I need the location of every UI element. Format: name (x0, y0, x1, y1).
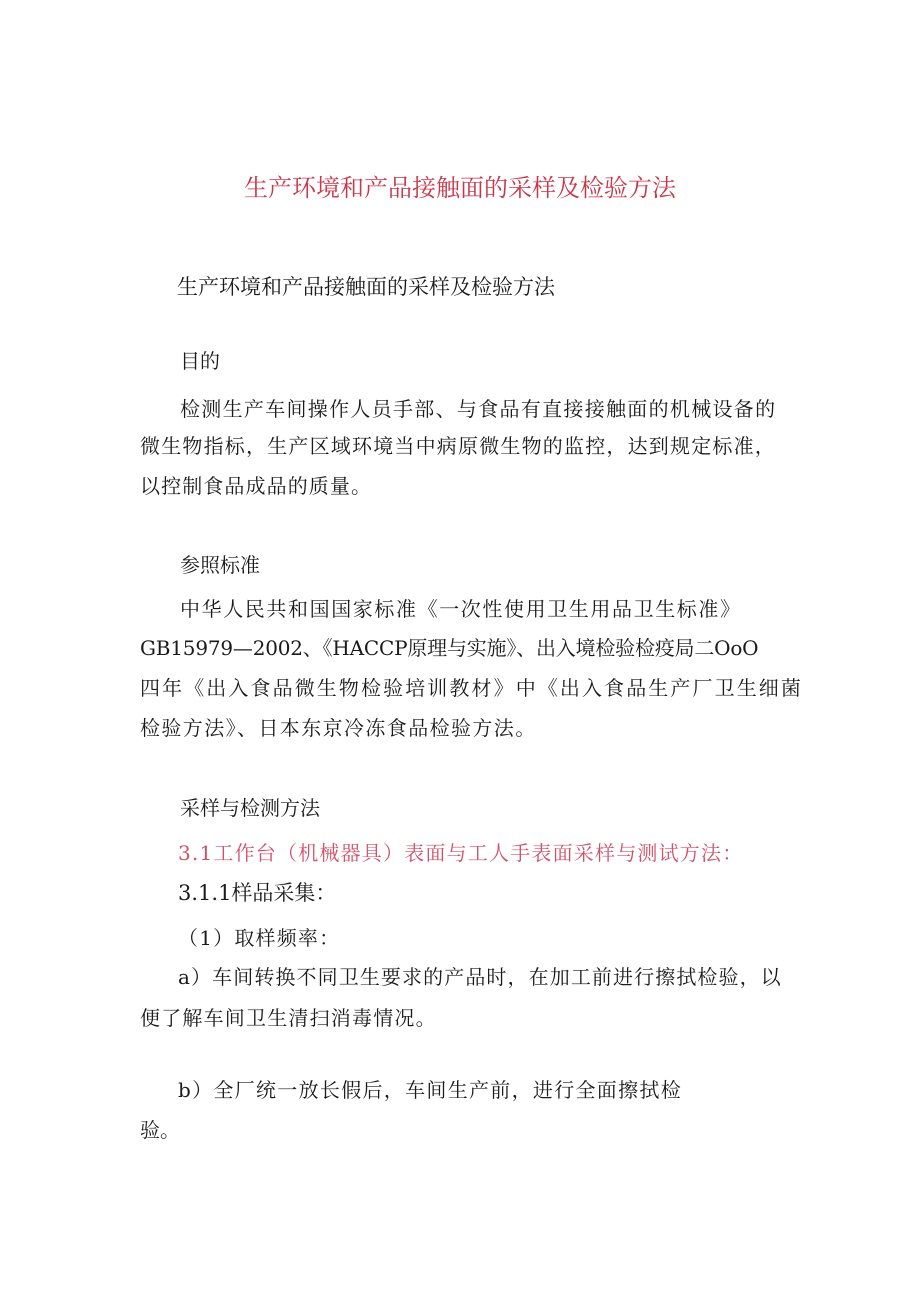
purpose-line-2: 微生物指标，生产区域环境当中病原微生物的监控，达到规定标准， (140, 434, 776, 458)
item-1-sampling-frequency: （1）取样频率： (178, 926, 341, 950)
purpose-line-1: 检测生产车间操作人员手部、与食品有直接接触面的机械设备的 (180, 397, 777, 421)
item-b-line-2: 验。 (140, 1118, 180, 1142)
reference-line-2: GB15979—2002、《HACCP原理与实施》、出入境检验检疫局二OoO (140, 636, 759, 660)
document-title: 生产环境和产品接触面的采样及检验方法 (244, 174, 676, 202)
item-a-line-1: a）车间转换不同卫生要求的产品时，在加工前进行擦拭检验，以 (178, 965, 782, 989)
item-b-line-1: b）全厂统一放长假后，车间生产前，进行全面擦拭检 (178, 1078, 683, 1102)
reference-line-1: 中华人民共和国国家标准《一次性使用卫生用品卫生标准》 (180, 597, 742, 621)
document-subtitle: 生产环境和产品接触面的采样及检验方法 (177, 275, 555, 299)
section-3-1-1-heading: 3.1.1样品采集： (178, 881, 337, 905)
reference-heading: 参照标准 (180, 553, 260, 577)
reference-line-3: 四年《出入食品微生物检验培训教材》中《出入食品生产厂卫生细菌 (140, 676, 803, 700)
item-a-line-2: 便了解车间卫生清扫消毒情况。 (140, 1006, 437, 1030)
purpose-line-3: 以控制食品成品的质量。 (140, 474, 373, 498)
method-heading: 采样与检测方法 (180, 796, 320, 820)
purpose-heading: 目的 (180, 349, 220, 373)
reference-line-4: 检验方法》、日本东京冷冻食品检验方法。 (140, 716, 537, 740)
section-3-1-heading: 3.1工作台（机械器具）表面与工人手表面采样与测试方法： (178, 841, 744, 865)
